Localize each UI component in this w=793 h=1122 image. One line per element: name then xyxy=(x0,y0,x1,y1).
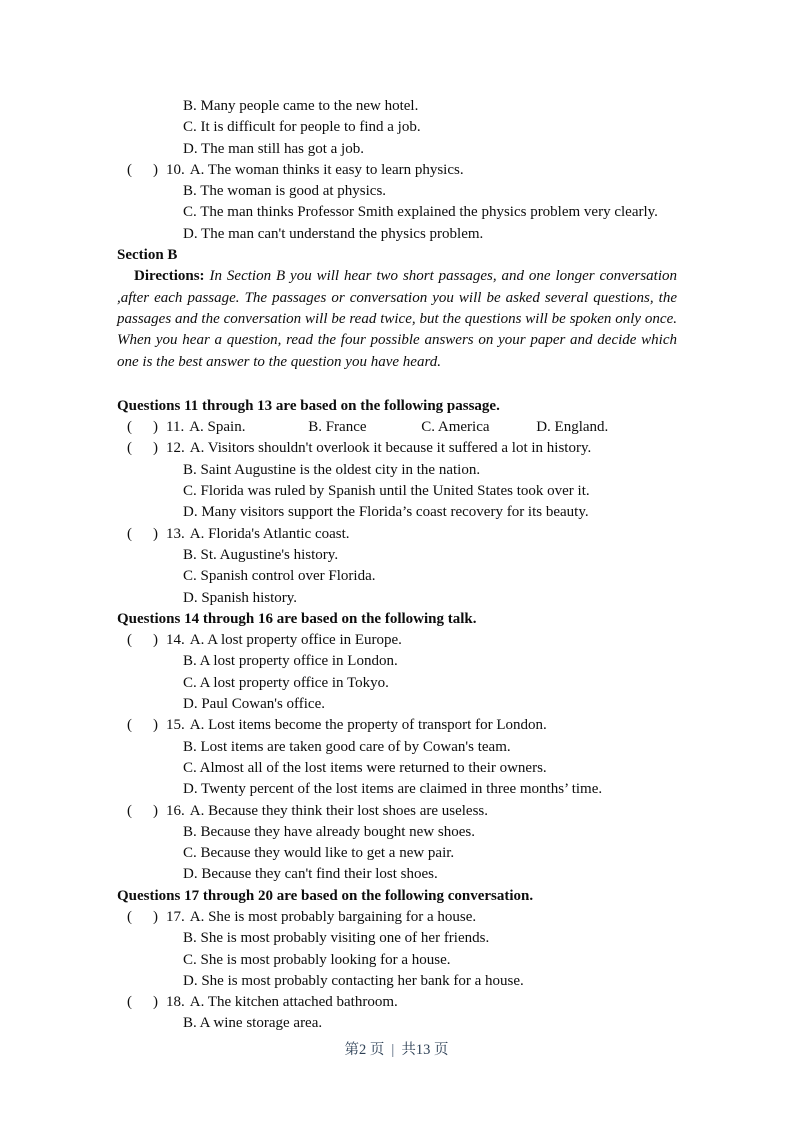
answer-option: C. The man thinks Professor Smith explained the physics problem very clearly. xyxy=(183,204,658,221)
answer-option: D. Paul Cowan's office. xyxy=(183,696,325,713)
question-row xyxy=(117,715,677,736)
question-row xyxy=(117,417,677,438)
answer-option: A. Florida's Atlantic coast. xyxy=(189,525,350,542)
footer-separator: | xyxy=(391,1042,395,1058)
section-heading: Section B xyxy=(117,247,178,264)
answer-option: C. Spanish control over Florida. xyxy=(183,568,376,585)
paren-open: ( xyxy=(127,440,132,457)
answer-brackets xyxy=(127,715,158,736)
answer-option: D. Spanish history. xyxy=(183,589,298,606)
question-number: 12. xyxy=(166,440,185,457)
answer-option: D. Many visitors support the Florida’s coast recovery for its beauty. xyxy=(183,504,589,521)
answer-option: C. A lost property office in Tokyo. xyxy=(183,674,389,691)
answer-brackets xyxy=(127,524,158,545)
blank-line xyxy=(117,373,677,396)
answer-option: A. She is most probably bargaining for a house. xyxy=(189,908,477,925)
answer-option: B. St. Augustine's history. xyxy=(183,546,339,563)
paren-open: ( xyxy=(127,717,132,734)
footer-page-total: 共13 页 xyxy=(401,1042,449,1058)
question-row xyxy=(117,992,677,1013)
answer-brackets xyxy=(127,801,158,822)
answer-option: B. The woman is good at physics. xyxy=(183,183,387,200)
question-row xyxy=(117,438,677,459)
question-row xyxy=(117,524,677,545)
question-row xyxy=(117,160,677,181)
question-row xyxy=(117,907,677,928)
paren-open: ( xyxy=(127,525,132,542)
paren-close: ) xyxy=(153,525,158,542)
paren-close: ) xyxy=(153,632,158,649)
question-row xyxy=(117,630,677,651)
answer-option: D. Twenty percent of the lost items are claimed in three months’ time. xyxy=(183,781,603,798)
paren-close: ) xyxy=(153,908,158,925)
answer-option: C. Because they would like to get a new pair. xyxy=(183,845,455,862)
paren-open: ( xyxy=(127,161,132,178)
answer-option: B. Lost items are taken good care of by Cowan's team. xyxy=(183,738,511,755)
paren-open: ( xyxy=(127,632,132,649)
section-heading: Questions 17 through 20 are based on the following conversation. xyxy=(117,887,534,904)
question-number: 11. xyxy=(166,419,185,436)
directions-label: Directions: xyxy=(134,268,205,285)
answer-brackets xyxy=(127,417,158,438)
question-number: 10. xyxy=(166,161,185,178)
page-footer xyxy=(0,1038,793,1059)
question-number: 15. xyxy=(166,717,185,734)
paren-close: ) xyxy=(153,994,158,1011)
question-number: 18. xyxy=(166,994,185,1011)
paren-close: ) xyxy=(153,440,158,457)
answer-option: B. Because they have already bought new shoes. xyxy=(183,823,475,840)
answer-option: C. She is most probably looking for a house. xyxy=(183,951,451,968)
answer-option: B. Many people came to the new hotel. xyxy=(183,98,419,114)
answer-brackets xyxy=(127,438,158,459)
answer-option: A. A lost property office in Europe. xyxy=(189,632,402,649)
answer-option: A. Visitors shouldn't overlook it because it suffered a lot in history. xyxy=(189,440,592,457)
answer-brackets xyxy=(127,992,158,1013)
answer-option: C. Almost all of the lost items were returned to their owners. xyxy=(183,759,547,776)
paren-open: ( xyxy=(127,419,132,436)
answer-brackets xyxy=(127,630,158,651)
answer-option: D. She is most probably contacting her bank for a house. xyxy=(183,972,524,989)
answer-brackets xyxy=(127,160,158,181)
answer-option: A. Because they think their lost shoes are useless. xyxy=(189,802,489,819)
answer-option: B. Saint Augustine is the oldest city in the nation. xyxy=(183,461,481,478)
question-number: 16. xyxy=(166,802,185,819)
answer-option: C. Florida was ruled by Spanish until the United States took over it. xyxy=(183,483,590,500)
question-row xyxy=(117,801,677,822)
answer-option: B. A lost property office in London. xyxy=(183,653,398,670)
question-number: 14. xyxy=(166,632,185,649)
answer-option: A. Lost items become the property of transport for London. xyxy=(189,717,547,734)
section-heading: Questions 11 through 13 are based on the following passage. xyxy=(117,397,500,414)
paren-open: ( xyxy=(127,908,132,925)
answer-option: D. The man still has got a job. xyxy=(183,140,364,157)
answer-option: A. The woman thinks it easy to learn physics. xyxy=(189,161,464,178)
directions-text: In Section B you will hear two short passages, and one longer conversation ,after each passage. The passages or conversation you will be asked several questions, the passages and the conversation will be read twice, but the questions will be spoken only once. When you hear a question, read the four possible answers on your paper and decide which one is the best answer to the question you have heard. xyxy=(117,268,677,370)
question-number: 17. xyxy=(166,908,185,925)
paren-open: ( xyxy=(127,802,132,819)
answer-option: B. She is most probably visiting one of her friends. xyxy=(183,930,490,947)
answer-option: C. America xyxy=(421,419,490,436)
answer-option: C. It is difficult for people to find a job. xyxy=(183,119,421,136)
page-body xyxy=(117,96,677,1035)
answer-option: A. Spain. xyxy=(189,419,246,436)
directions-paragraph xyxy=(117,266,677,372)
answer-option: D. England. xyxy=(536,419,609,436)
paren-close: ) xyxy=(153,717,158,734)
paren-close: ) xyxy=(153,161,158,178)
answer-option: A. The kitchen attached bathroom. xyxy=(189,994,398,1011)
footer-page-number: 第2 页 xyxy=(344,1042,385,1058)
answer-brackets xyxy=(127,907,158,928)
answer-option: B. A wine storage area. xyxy=(183,1015,323,1032)
inline-options xyxy=(189,417,608,438)
paren-close: ) xyxy=(153,419,158,436)
paren-close: ) xyxy=(153,802,158,819)
answer-option: D. The man can't understand the physics problem. xyxy=(183,225,484,242)
question-number: 13. xyxy=(166,525,185,542)
section-heading: Questions 14 through 16 are based on the following talk. xyxy=(117,610,477,627)
answer-option: D. Because they can't find their lost shoes. xyxy=(183,866,438,883)
answer-option: B. France xyxy=(308,419,367,436)
paren-open: ( xyxy=(127,994,132,1011)
